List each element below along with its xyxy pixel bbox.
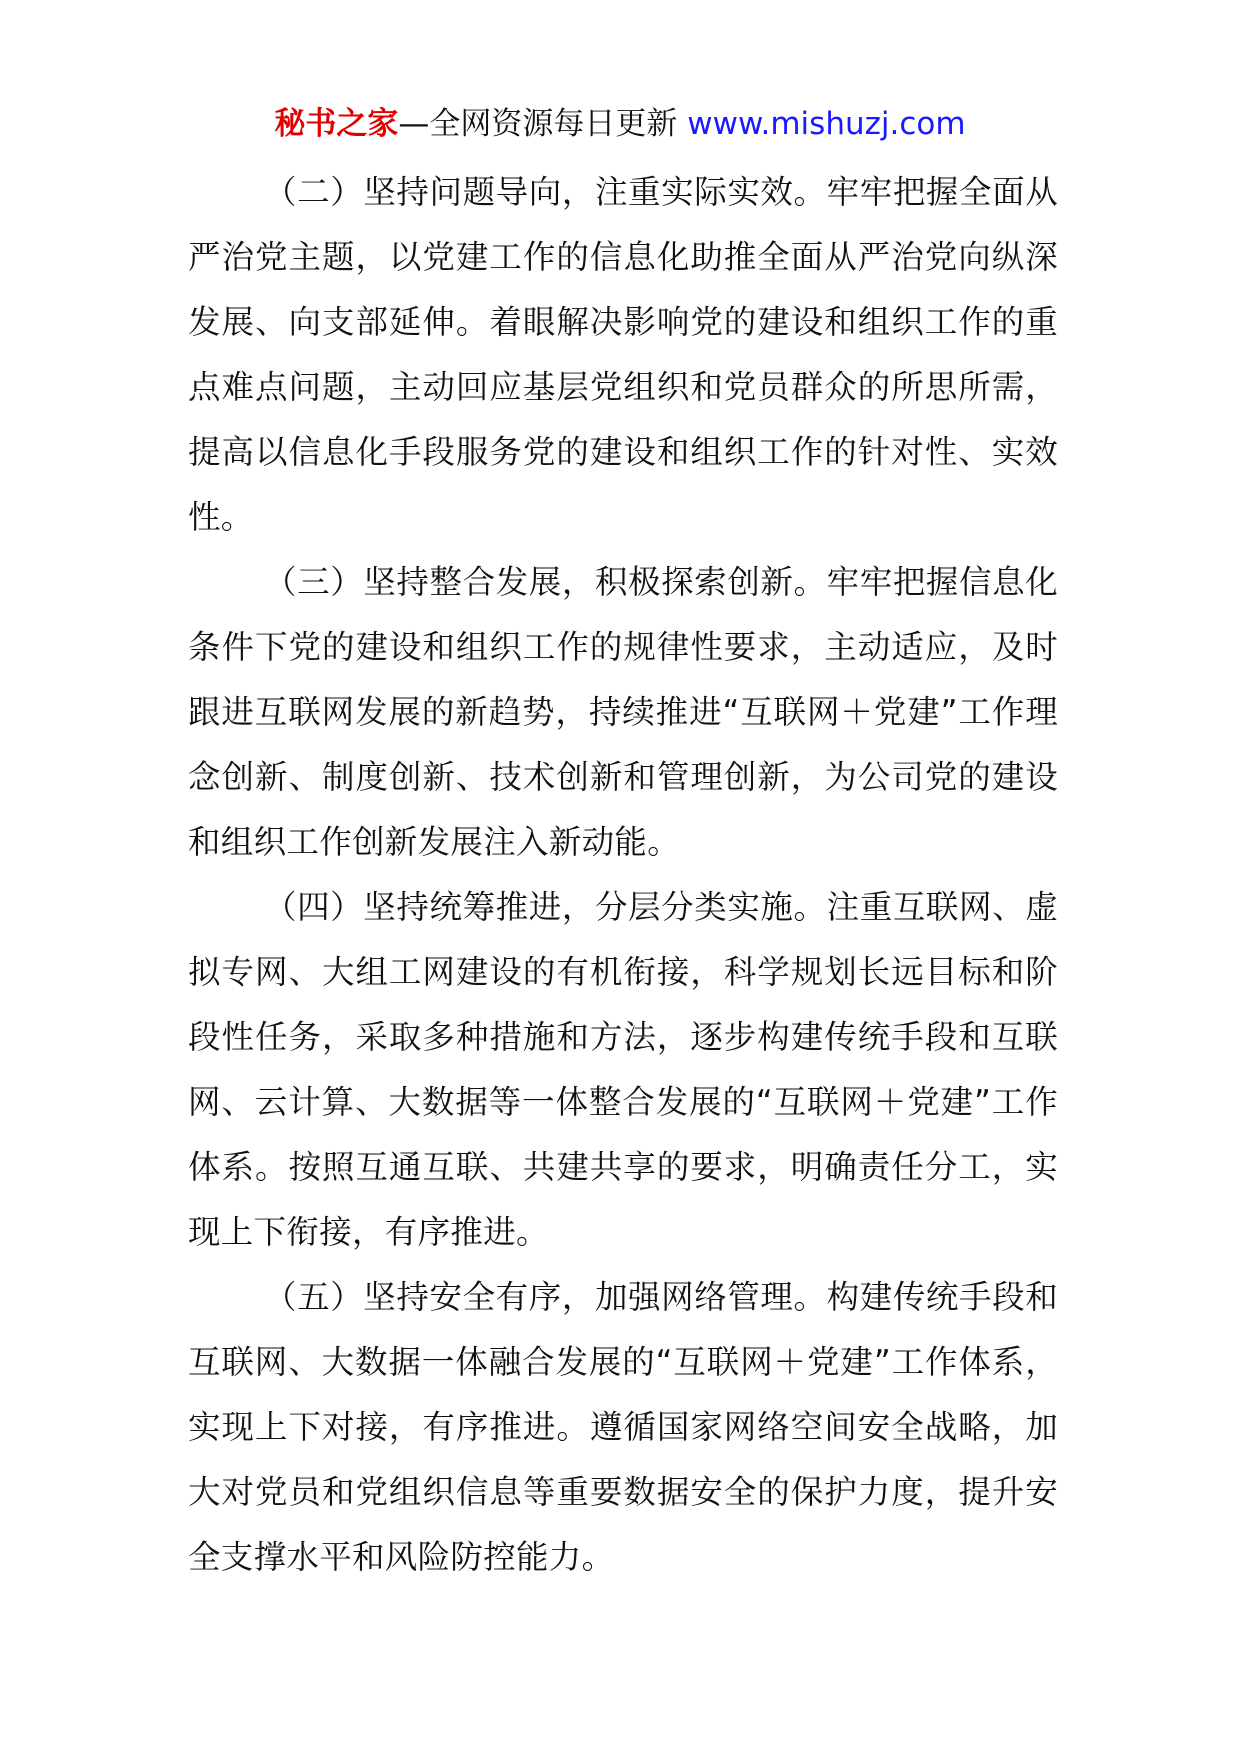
paragraph-3: （三）坚持整合发展，积极探索创新。牢牢把握信息化条件下党的建设和组织工作的规律性要求，主动适应，及时跟进互联网发展的新趋势，持续推进“互联网＋党建”工作理念创新、制度创新、技术创新和管理创新，为公司党的建设和组织工作创新发展注入新动能。: [188, 563, 1058, 861]
page-header: [0, 100, 1240, 148]
paragraph-2: （二）坚持问题导向，注重实际实效。牢牢把握全面从严治党主题，以党建工作的信息化助推全面从严治党向纵深发展、向支部延伸。着眼解决影响党的建设和组织工作的重点难点问题，主动回应基层党组织和党员群众的所思所需，提高以信息化手段服务党的建设和组织工作的针对性、实效性。: [188, 173, 1058, 536]
site-url: www.mishuzj.com: [687, 106, 966, 142]
header-tagline: —全网资源每日更新: [398, 106, 688, 142]
document-body: [188, 160, 1058, 1590]
paragraph-5: （五）坚持安全有序，加强网络管理。构建传统手段和互联网、大数据一体融合发展的“互联网＋党建”工作体系，实现上下对接，有序推进。遵循国家网络空间安全战略，加大对党员和党组织信息等重要数据安全的保护力度，提升安全支撑水平和风险防控能力。: [188, 1278, 1058, 1576]
brand-name: 秘书之家: [274, 106, 399, 142]
paragraph-4: （四）坚持统筹推进，分层分类实施。注重互联网、虚拟专网、大组工网建设的有机衔接，科学规划长远目标和阶段性任务，采取多种措施和方法，逐步构建传统手段和互联网、云计算、大数据等一体整合发展的“互联网＋党建”工作体系。按照互通互联、共建共享的要求，明确责任分工，实现上下衔接，有序推进。: [188, 888, 1058, 1251]
